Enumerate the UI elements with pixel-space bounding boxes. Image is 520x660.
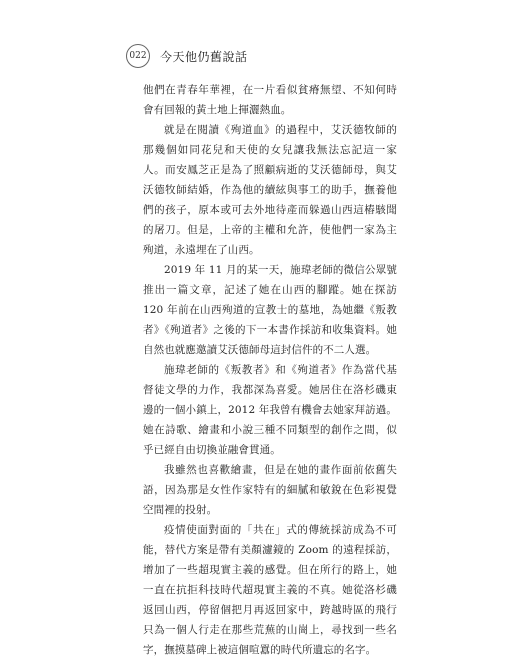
page-number: 022 xyxy=(129,51,147,61)
chapter-title: 今天他仍舊說話 xyxy=(160,49,248,64)
paragraph: 疫情使面對面的「共在」式的傳統採訪成為不可能，替代方案是帶有美顏濾鏡的 Zoom 的遠程採訪，增加了一些超現實主義的感覺。但在所行的路上，她一直在抗拒科技時代超現實主義的不真。她從洛杉磯返回山西，停留個把月再返回家中，跨越時區的飛行只為一個人行走在那些荒蕪的山崗上，尋找到一些名字，撫摸墓碑上被這個喧囂的時代所遺忘的名字。 xyxy=(143,524,397,656)
paragraph: 施瑋老師的《叛教者》和《殉道者》作為當代基督徒文學的力作，我都深為喜愛。她居住在洛杉磯東邊的一個小鎮上，2012 年我曾有機會去她家拜訪過。她在詩歌、繪畫和小說三種不同類型的創作之間，似乎已經自由切換並融會貫通。 xyxy=(143,364,397,456)
paragraph: 我雖然也喜歡繪畫，但是在她的畫作面前依舊失語，因為那是女性作家特有的細膩和敏銳在色彩視覺空間裡的投射。 xyxy=(143,464,397,516)
paragraph: 2019 年 11 月的某一天，施瑋老師的微信公眾號推出一篇文章，記述了她在山西的腳蹤。她在探訪 120 年前在山西殉道的宣教士的墓地，為她繼《叛教者》《殉道者》之後的下一本書作採訪和收集資料。她自然也就應邀讀艾沃德師母這封信件的不二人選。 xyxy=(143,264,397,356)
body-text xyxy=(143,80,397,660)
paragraph: 就是在閱讀《殉道血》的過程中，艾沃德牧師的那幾個如同花兒和天使的女兒讓我無法忘記這一家人。而安鳳芝正是為了照顧病逝的艾沃德師母，與艾沃德牧師結婚，作為他的續絃與事工的助手，撫養他們的孩子，原本或可去外地待產而躲過山西這樁駭聞的屠刀。但是，上帝的主權和允許，使他們一家為主殉道，永遠埋在了山西。 xyxy=(143,124,397,256)
paragraph: 他們在青春年華裡，在一片看似貧瘠無望、不知何時會有回報的黃土地上揮灑熱血。 xyxy=(143,84,397,116)
page-number-badge xyxy=(126,44,150,68)
page-header xyxy=(126,43,248,69)
